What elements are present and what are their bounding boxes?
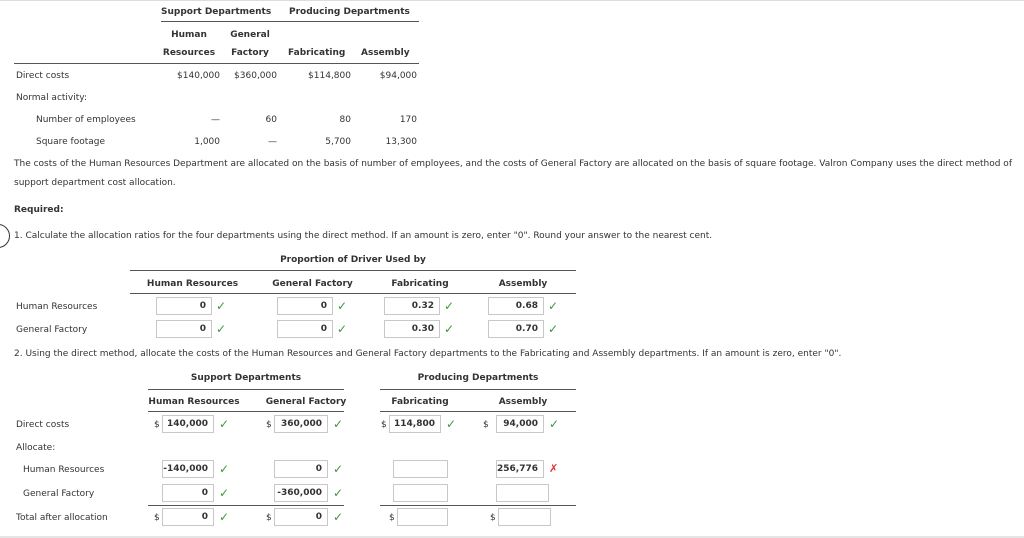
employees-asm: 170 <box>399 115 417 125</box>
direct-cost-gf: $360,000 <box>234 71 277 81</box>
employees-gf: 60 <box>265 115 277 125</box>
total-fab-input[interactable] <box>397 508 448 526</box>
group-producing-header: Producing Departments <box>289 7 410 17</box>
alloc-direct-hr-input[interactable]: 140,000 <box>162 415 214 433</box>
total-gf-input[interactable]: 0 <box>274 508 328 526</box>
alloc-col-fab: Fabricating <box>391 397 449 407</box>
sqft-asm: 13,300 <box>385 137 417 147</box>
alloc-producing-divider <box>380 389 576 390</box>
ratio-gf-fab-input[interactable]: 0.30 <box>384 320 440 338</box>
checkmark-icon: ✓ <box>219 417 230 431</box>
header-divider <box>161 21 419 22</box>
group-support-header: Support Departments <box>161 7 272 17</box>
dollar-sign: $ <box>483 420 489 430</box>
dollar-sign: $ <box>154 513 160 523</box>
sqft-hr: 1,000 <box>194 137 220 147</box>
alloc-direct-fab-input[interactable]: 114,800 <box>389 415 441 433</box>
direct-cost-hr: $140,000 <box>177 71 220 81</box>
checkmark-icon: ✓ <box>219 486 230 500</box>
header-bottom-divider <box>14 63 419 64</box>
ratio-hr-gf-input[interactable]: 0 <box>277 297 333 315</box>
alloc-gf-gf-input[interactable]: -360,000 <box>274 484 328 502</box>
checkmark-icon: ✓ <box>548 322 559 336</box>
alloc-support-divider <box>148 389 344 390</box>
ratios-header-divider <box>130 270 576 271</box>
checkmark-icon: ✓ <box>337 322 348 336</box>
dollar-sign: $ <box>490 513 496 523</box>
employees-label: Number of employees <box>36 115 136 125</box>
checkmark-icon: ✓ <box>548 299 559 313</box>
col-hr-line2: Resources <box>162 48 216 58</box>
x-mark-icon: ✗ <box>549 462 559 475</box>
col-fabricating: Fabricating <box>288 48 346 58</box>
ratios-row-hr-label: Human Resources <box>16 302 98 312</box>
checkmark-icon: ✓ <box>219 462 230 476</box>
top-divider <box>0 0 1024 1</box>
ratios-col-hr: Human Resources <box>146 279 239 289</box>
alloc-col-gf: General Factory <box>265 397 347 407</box>
total-divider-support <box>148 505 344 506</box>
ratios-group-header: Proportion of Driver Used by <box>280 255 426 265</box>
total-hr-input[interactable]: 0 <box>162 508 214 526</box>
required-label: Required: <box>14 205 64 215</box>
alloc-col-hr: Human Resources <box>148 397 240 407</box>
checkmark-icon: ✓ <box>446 417 457 431</box>
col-gf-line1: General <box>230 30 270 40</box>
ratios-col-asm: Assembly <box>498 279 548 289</box>
question-2-text: 2. Using the direct method, allocate the costs of the Human Resources and General Factory departments to the Fabricating and Assembly departments. If an amount is zero, enter "0". <box>14 349 842 359</box>
intro-line-2: support department cost allocation. <box>14 178 176 188</box>
total-label: Total after allocation <box>16 513 108 523</box>
sqft-gf: — <box>268 137 277 147</box>
sqft-fab: 5,700 <box>325 137 351 147</box>
alloc-hr-asm-input[interactable]: 256,776 <box>496 460 544 478</box>
dollar-sign: $ <box>389 513 395 523</box>
dollar-sign: $ <box>266 420 272 430</box>
alloc-col-divider-producing <box>380 411 576 412</box>
col-assembly: Assembly <box>361 48 410 58</box>
alloc-direct-costs-label: Direct costs <box>16 420 70 430</box>
ratios-row-gf-label: General Factory <box>16 325 88 335</box>
ratio-gf-asm-input[interactable]: 0.70 <box>488 320 544 338</box>
col-gf-line2: Factory <box>231 48 269 58</box>
alloc-col-asm: Assembly <box>498 397 548 407</box>
ratio-gf-hr-input[interactable]: 0 <box>156 320 212 338</box>
ratio-hr-hr-input[interactable]: 0 <box>156 297 212 315</box>
ratio-hr-fab-input[interactable]: 0.32 <box>384 297 440 315</box>
ratios-col-gf: General Factory <box>272 279 353 289</box>
dollar-sign: $ <box>381 420 387 430</box>
question-marker <box>0 224 10 248</box>
dollar-sign: $ <box>154 420 160 430</box>
alloc-group-support: Support Departments <box>190 373 302 383</box>
ratios-col-fab: Fabricating <box>391 279 449 289</box>
question-1-text: 1. Calculate the allocation ratios for the four departments using the direct method. If an amount is zero, enter "0". Round your answer to the nearest cent. <box>14 231 713 241</box>
checkmark-icon: ✓ <box>444 299 455 313</box>
intro-line-1: The costs of the Human Resources Department are allocated on the basis of number of employees, and the costs of General Factory are allocated on the basis of square footage. Valron Company uses the direct method of <box>14 159 1012 169</box>
employees-hr: — <box>211 115 220 125</box>
checkmark-icon: ✓ <box>333 510 344 524</box>
alloc-hr-gf-input[interactable]: 0 <box>274 460 328 478</box>
total-divider-producing <box>380 505 576 506</box>
checkmark-icon: ✓ <box>444 322 455 336</box>
alloc-gf-asm-input[interactable] <box>496 484 549 502</box>
checkmark-icon: ✓ <box>333 486 344 500</box>
employees-fab: 80 <box>339 115 351 125</box>
checkmark-icon: ✓ <box>549 417 560 431</box>
normal-activity-label: Normal activity: <box>16 93 87 103</box>
alloc-col-divider-support <box>148 411 344 412</box>
sqft-label: Square footage <box>36 137 106 147</box>
alloc-gf-fab-input[interactable] <box>393 484 448 502</box>
checkmark-icon: ✓ <box>216 299 227 313</box>
checkmark-icon: ✓ <box>333 417 344 431</box>
alloc-gf-label: General Factory <box>23 489 95 499</box>
alloc-hr-label: Human Resources <box>23 465 105 475</box>
alloc-direct-asm-input[interactable]: 94,000 <box>496 415 544 433</box>
ratio-hr-asm-input[interactable]: 0.68 <box>488 297 544 315</box>
ratios-col-divider <box>130 293 576 294</box>
allocate-label: Allocate: <box>16 443 56 453</box>
checkmark-icon: ✓ <box>216 322 227 336</box>
checkmark-icon: ✓ <box>333 462 344 476</box>
checkmark-icon: ✓ <box>219 510 230 524</box>
alloc-hr-hr-input[interactable]: -140,000 <box>162 460 214 478</box>
direct-costs-label: Direct costs <box>16 71 70 81</box>
direct-cost-fab: $114,800 <box>308 71 351 81</box>
dollar-sign: $ <box>266 513 272 523</box>
total-asm-input[interactable] <box>498 508 551 526</box>
alloc-group-producing: Producing Departments <box>417 373 539 383</box>
checkmark-icon: ✓ <box>337 299 348 313</box>
ratio-gf-gf-input[interactable]: 0 <box>277 320 333 338</box>
alloc-gf-hr-input[interactable]: 0 <box>162 484 214 502</box>
col-hr-line1: Human <box>171 30 207 40</box>
alloc-hr-fab-input[interactable] <box>393 460 448 478</box>
alloc-direct-gf-input[interactable]: 360,000 <box>274 415 328 433</box>
direct-cost-asm: $94,000 <box>379 71 417 81</box>
